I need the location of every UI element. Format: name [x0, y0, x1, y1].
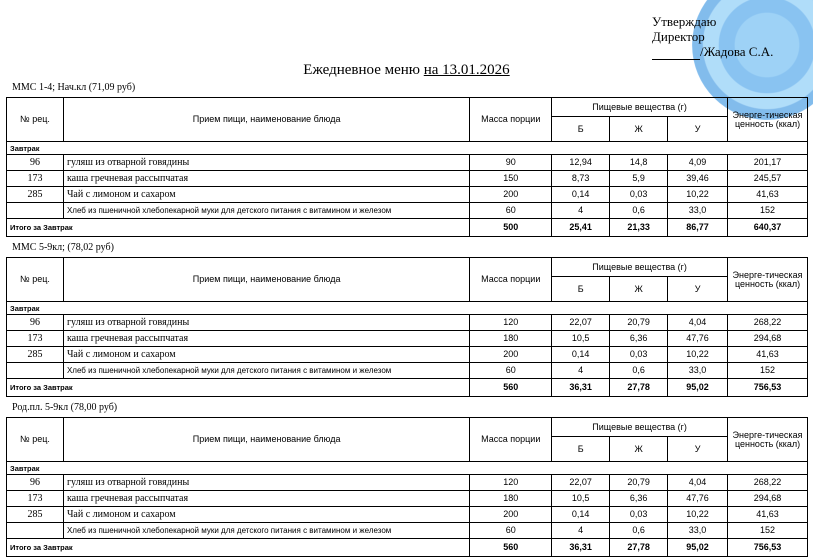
header-zh: Ж [610, 277, 668, 302]
cell: 5,9 [610, 171, 668, 187]
cell: 200 [470, 187, 552, 203]
table-caption: Род.пл. 5-9кл (78,00 руб) [12, 402, 118, 413]
header-zh: Ж [610, 437, 668, 462]
cell: Хлеб из пшеничной хлебопекарной муки для детского питания с витамином и железом [63, 363, 469, 379]
total-cell: 95,02 [668, 379, 728, 397]
total-cell: 560 [470, 539, 552, 557]
cell: 150 [470, 171, 552, 187]
cell: 245,57 [728, 171, 808, 187]
table-caption: ММС 1-4; Нач.кл (71,09 руб) [12, 82, 136, 93]
cell: 90 [470, 155, 552, 171]
table-row [7, 491, 808, 507]
header-num: № рец. [7, 258, 64, 302]
cell: 10,5 [552, 491, 610, 507]
cell: Чай с лимоном и сахаром [63, 187, 469, 203]
table-row [7, 363, 808, 379]
menu-table [6, 257, 808, 397]
section-label: Завтрак [7, 462, 808, 475]
total-row [7, 379, 808, 397]
header-nutrients: Пищевые вещества (г) [552, 258, 728, 277]
cell: Чай с лимоном и сахаром [63, 507, 469, 523]
header-energy: Энерге-тическая ценность (ккал) [728, 98, 808, 142]
cell: каша гречневая рассыпчатая [63, 171, 469, 187]
cell: 173 [7, 331, 64, 347]
approval-line: Утверждаю [652, 14, 717, 29]
section-label: Завтрак [7, 302, 808, 315]
cell: 60 [470, 523, 552, 539]
table-row [7, 507, 808, 523]
cell: 180 [470, 331, 552, 347]
header-mass: Масса порции [470, 258, 552, 302]
table-row [7, 475, 808, 491]
section-label: Завтрак [7, 142, 808, 155]
cell: 285 [7, 507, 64, 523]
total-cell: 25,41 [552, 219, 610, 237]
cell: 10,22 [668, 347, 728, 363]
total-cell: 27,78 [610, 539, 668, 557]
total-cell: 560 [470, 379, 552, 397]
header-name: Прием пищи, наименование блюда [63, 258, 469, 302]
total-cell: 86,77 [668, 219, 728, 237]
total-row [7, 219, 808, 237]
cell: 47,76 [668, 491, 728, 507]
header-name: Прием пищи, наименование блюда [63, 418, 469, 462]
header-nutrients: Пищевые вещества (г) [552, 418, 728, 437]
menu-table [6, 417, 808, 557]
cell: 96 [7, 155, 64, 171]
cell: 10,22 [668, 507, 728, 523]
cell: 6,36 [610, 331, 668, 347]
table-caption: ММС 5-9кл; (78,02 руб) [12, 242, 114, 253]
cell: 10,22 [668, 187, 728, 203]
cell [7, 363, 64, 379]
header-nutrients: Пищевые вещества (г) [552, 98, 728, 117]
cell: каша гречневая рассыпчатая [63, 331, 469, 347]
total-label: Итого за Завтрак [7, 219, 470, 237]
header-u: У [668, 277, 728, 302]
header-num: № рец. [7, 418, 64, 462]
cell: 152 [728, 203, 808, 219]
cell: 0,6 [610, 363, 668, 379]
cell: 0,03 [610, 187, 668, 203]
cell: 120 [470, 315, 552, 331]
header-mass: Масса порции [470, 418, 552, 462]
table-row [7, 171, 808, 187]
cell: Чай с лимоном и сахаром [63, 347, 469, 363]
cell: 33,0 [668, 363, 728, 379]
approval-signature: /Жадова С.А. [652, 44, 773, 60]
table-row [7, 155, 808, 171]
cell: гуляш из отварной говядины [63, 155, 469, 171]
header-energy: Энерге-тическая ценность (ккал) [728, 258, 808, 302]
cell: 4 [552, 523, 610, 539]
cell: гуляш из отварной говядины [63, 475, 469, 491]
cell: 0,6 [610, 523, 668, 539]
approval-position: Директор [652, 29, 705, 44]
page-title: Ежедневное меню на 13.01.2026 [303, 62, 510, 78]
menu-table [6, 97, 808, 237]
total-cell: 36,31 [552, 379, 610, 397]
menu-tables [6, 81, 808, 557]
header-b: Б [552, 277, 610, 302]
cell: 120 [470, 475, 552, 491]
header-name: Прием пищи, наименование блюда [63, 98, 469, 142]
menu-date: на 13.01.2026 [423, 62, 510, 78]
cell: 173 [7, 171, 64, 187]
cell: 294,68 [728, 331, 808, 347]
header-u: У [668, 437, 728, 462]
cell: 0,14 [552, 507, 610, 523]
cell: 0,03 [610, 347, 668, 363]
cell: 41,63 [728, 347, 808, 363]
total-cell: 500 [470, 219, 552, 237]
cell: 96 [7, 315, 64, 331]
header-mass: Масса порции [470, 98, 552, 142]
cell: 152 [728, 363, 808, 379]
header-zh: Ж [610, 117, 668, 142]
cell [7, 203, 64, 219]
cell: 20,79 [610, 475, 668, 491]
cell: гуляш из отварной говядины [63, 315, 469, 331]
cell: 60 [470, 203, 552, 219]
total-cell: 36,31 [552, 539, 610, 557]
cell: 268,22 [728, 475, 808, 491]
cell [7, 523, 64, 539]
cell: 152 [728, 523, 808, 539]
cell: 22,07 [552, 475, 610, 491]
cell: 14,8 [610, 155, 668, 171]
cell: Хлеб из пшеничной хлебопекарной муки для детского питания с витамином и железом [63, 523, 469, 539]
cell: 0,6 [610, 203, 668, 219]
cell: 4,04 [668, 475, 728, 491]
cell: 33,0 [668, 203, 728, 219]
cell: 294,68 [728, 491, 808, 507]
table-row [7, 523, 808, 539]
cell: каша гречневая рассыпчатая [63, 491, 469, 507]
cell: 173 [7, 491, 64, 507]
header-u: У [668, 117, 728, 142]
approval-block [652, 14, 773, 60]
cell: 0,14 [552, 347, 610, 363]
cell: 4 [552, 363, 610, 379]
cell: 33,0 [668, 523, 728, 539]
total-label: Итого за Завтрак [7, 379, 470, 397]
total-cell: 95,02 [668, 539, 728, 557]
total-row [7, 539, 808, 557]
cell: 12,94 [552, 155, 610, 171]
cell: 285 [7, 187, 64, 203]
header-energy: Энерге-тическая ценность (ккал) [728, 418, 808, 462]
cell: 10,5 [552, 331, 610, 347]
cell: 285 [7, 347, 64, 363]
total-cell: 756,53 [728, 539, 808, 557]
cell: Хлеб из пшеничной хлебопекарной муки для детского питания с витамином и железом [63, 203, 469, 219]
total-label: Итого за Завтрак [7, 539, 470, 557]
cell: 4 [552, 203, 610, 219]
table-row [7, 315, 808, 331]
cell: 180 [470, 491, 552, 507]
cell: 4,09 [668, 155, 728, 171]
total-cell: 21,33 [610, 219, 668, 237]
cell: 6,36 [610, 491, 668, 507]
cell: 22,07 [552, 315, 610, 331]
cell: 0,03 [610, 507, 668, 523]
cell: 200 [470, 507, 552, 523]
total-cell: 756,53 [728, 379, 808, 397]
cell: 268,22 [728, 315, 808, 331]
cell: 4,04 [668, 315, 728, 331]
cell: 39,46 [668, 171, 728, 187]
cell: 41,63 [728, 507, 808, 523]
cell: 0,14 [552, 187, 610, 203]
cell: 8,73 [552, 171, 610, 187]
table-row [7, 203, 808, 219]
cell: 96 [7, 475, 64, 491]
table-row [7, 331, 808, 347]
table-row [7, 187, 808, 203]
cell: 47,76 [668, 331, 728, 347]
header-num: № рец. [7, 98, 64, 142]
total-cell: 640,37 [728, 219, 808, 237]
cell: 200 [470, 347, 552, 363]
total-cell: 27,78 [610, 379, 668, 397]
header-b: Б [552, 117, 610, 142]
cell: 201,17 [728, 155, 808, 171]
cell: 60 [470, 363, 552, 379]
cell: 20,79 [610, 315, 668, 331]
cell: 41,63 [728, 187, 808, 203]
header-b: Б [552, 437, 610, 462]
table-row [7, 347, 808, 363]
